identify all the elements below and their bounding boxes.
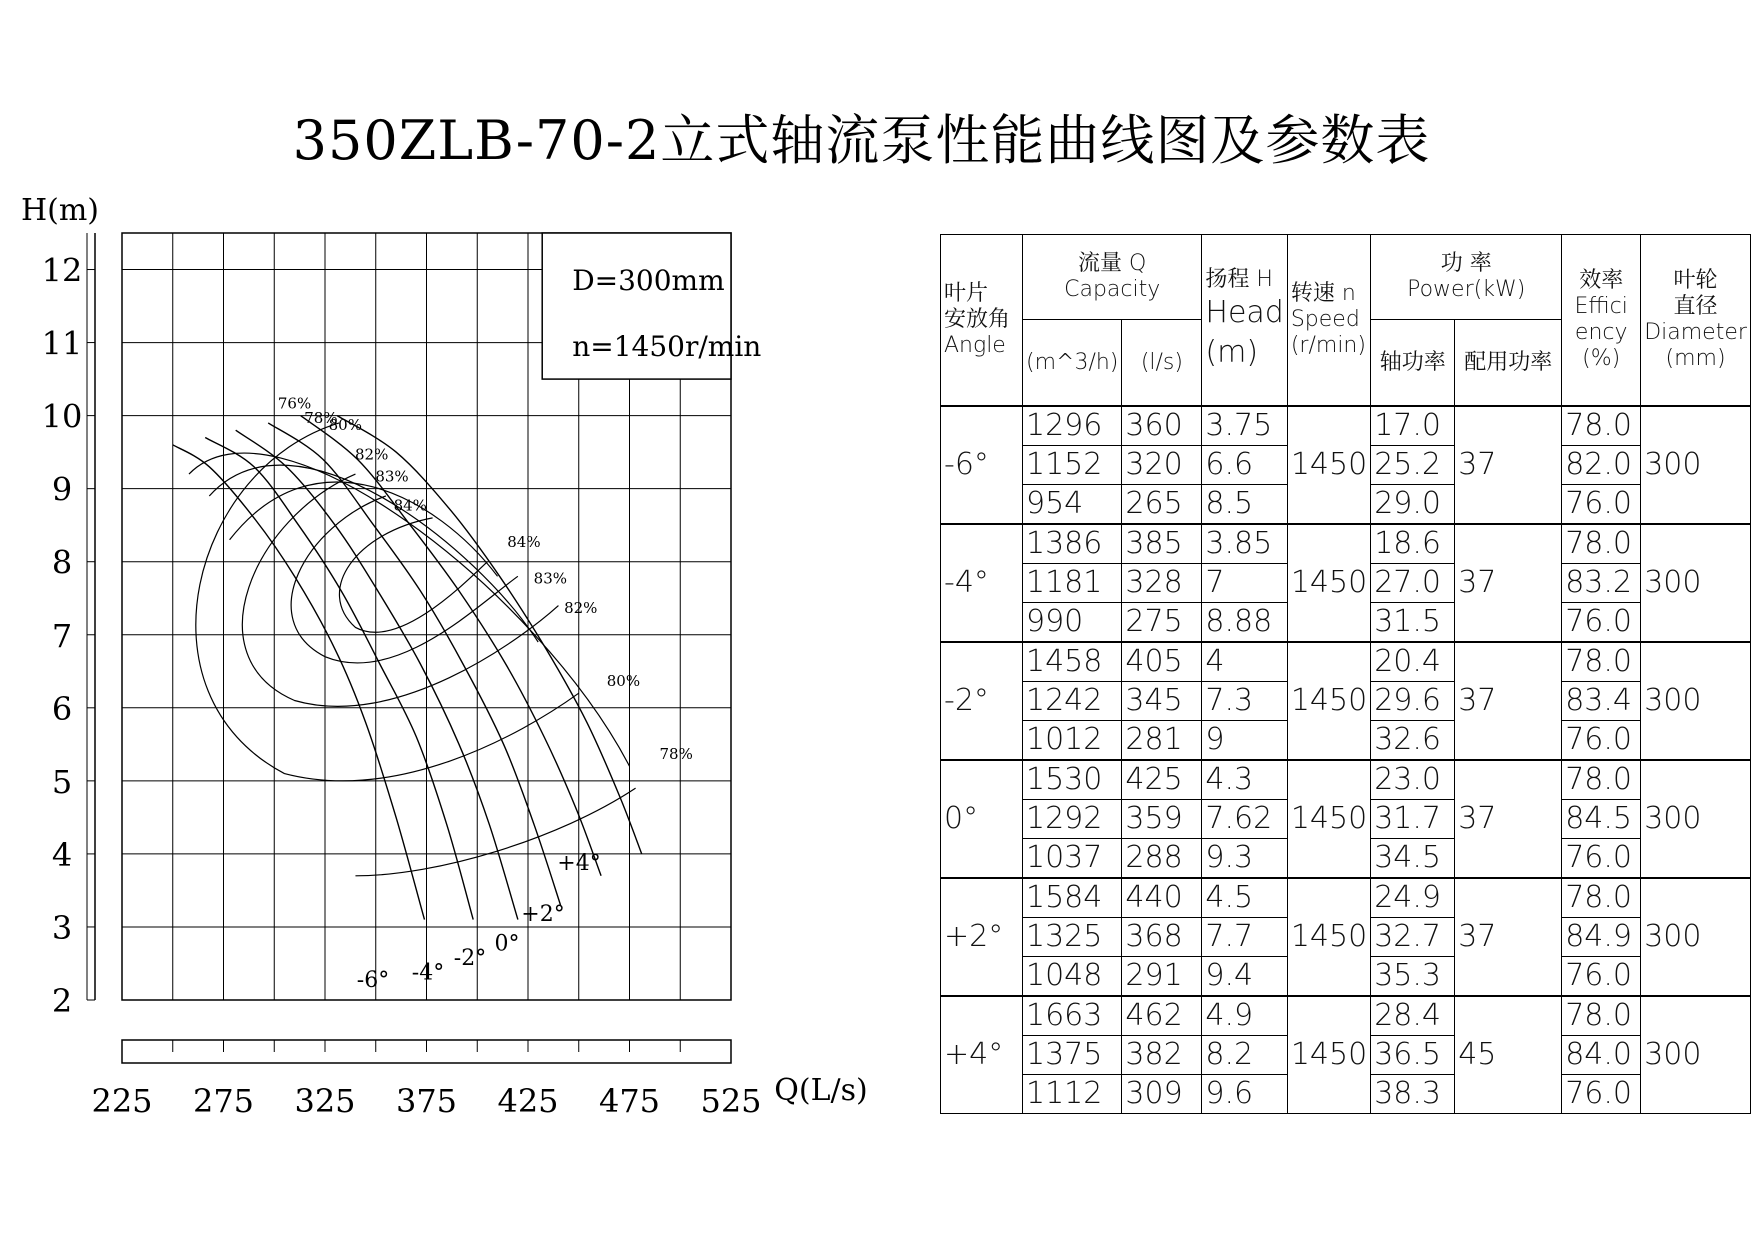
table-row	[941, 760, 1751, 800]
shaft-power-cell: 31.5	[1371, 603, 1455, 643]
speed-cell: 1450	[1287, 996, 1370, 1114]
y-axis-label: H(m)	[20, 193, 100, 228]
efficiency-contour-1	[209, 465, 541, 642]
efficiency-cell: 78.0	[1562, 760, 1641, 800]
head-cell: 7.62	[1202, 800, 1287, 839]
efficiency-cell: 78.0	[1562, 878, 1641, 918]
capacity-m3h-cell: 1296	[1023, 406, 1122, 446]
capacity-ls-cell: 359	[1122, 800, 1202, 839]
capacity-m3h-cell: 1386	[1023, 524, 1122, 564]
table-row	[941, 406, 1751, 446]
header-diameter: 叶轮 直径 Diameter (mm)	[1641, 235, 1751, 407]
capacity-ls-cell: 345	[1122, 682, 1202, 721]
x-tick-label: 325	[294, 1082, 356, 1120]
head-cell: 3.85	[1202, 524, 1287, 564]
efficiency-cell: 78.0	[1562, 406, 1641, 446]
capacity-m3h-cell: 1325	[1023, 918, 1122, 957]
header-cap-m3h: (m^3/h)	[1023, 320, 1122, 406]
capacity-ls-cell: 265	[1122, 485, 1202, 525]
capacity-ls-cell: 368	[1122, 918, 1202, 957]
diameter-cell: 300	[1641, 878, 1751, 996]
head-cell: 3.75	[1202, 406, 1287, 446]
efficiency-label: 82%	[564, 598, 598, 617]
qh-curve-4	[301, 416, 601, 876]
capacity-m3h-cell: 1663	[1023, 996, 1122, 1036]
efficiency-cell: 84.0	[1562, 1036, 1641, 1075]
capacity-m3h-cell: 1375	[1023, 1036, 1122, 1075]
capacity-ls-cell: 462	[1122, 996, 1202, 1036]
shaft-power-cell: 24.9	[1371, 878, 1455, 918]
shaft-power-cell: 17.0	[1371, 406, 1455, 446]
head-cell: 8.88	[1202, 603, 1287, 643]
angle-label: -2°	[453, 946, 487, 972]
head-cell: 9.6	[1202, 1075, 1287, 1114]
shaft-power-cell: 27.0	[1371, 564, 1455, 603]
efficiency-cell: 78.0	[1562, 996, 1641, 1036]
efficiency-label: 84%	[393, 496, 427, 515]
capacity-m3h-cell: 1152	[1023, 446, 1122, 485]
speed-cell: 1450	[1287, 642, 1370, 760]
header-power: 功 率 Power(kW)	[1371, 235, 1562, 320]
head-cell: 4.3	[1202, 760, 1287, 800]
shaft-power-cell: 23.0	[1371, 760, 1455, 800]
speed-cell: 1450	[1287, 878, 1370, 996]
efficiency-label: 78%	[659, 744, 693, 763]
header-shaft-power: 轴功率	[1371, 320, 1455, 406]
shaft-power-cell: 36.5	[1371, 1036, 1455, 1075]
capacity-ls-cell: 382	[1122, 1036, 1202, 1075]
efficiency-cell: 83.4	[1562, 682, 1641, 721]
shaft-power-cell: 34.5	[1371, 839, 1455, 879]
header-motor-power: 配用功率	[1455, 320, 1562, 406]
motor-power-cell: 37	[1455, 406, 1562, 524]
head-cell: 6.6	[1202, 446, 1287, 485]
capacity-ls-cell: 328	[1122, 564, 1202, 603]
capacity-ls-cell: 385	[1122, 524, 1202, 564]
motor-power-cell: 37	[1455, 524, 1562, 642]
capacity-ls-cell: 281	[1122, 721, 1202, 761]
efficiency-label: 83%	[375, 467, 409, 486]
y-tick-label: 8	[51, 543, 73, 582]
efficiency-label: 76%	[277, 394, 312, 413]
capacity-ls-cell: 309	[1122, 1075, 1202, 1114]
efficiency-cell: 78.0	[1562, 642, 1641, 682]
shaft-power-cell: 18.6	[1371, 524, 1455, 564]
angle-label: +2°	[521, 902, 565, 928]
y-tick-label: 4	[51, 835, 73, 874]
parameter-table	[940, 234, 1751, 1114]
capacity-ls-cell: 320	[1122, 446, 1202, 485]
head-cell: 7	[1202, 564, 1287, 603]
y-tick-label: 2	[51, 982, 73, 1020]
shaft-power-cell: 38.3	[1371, 1075, 1455, 1114]
angle-cell: -4°	[941, 524, 1023, 642]
shaft-power-cell: 29.6	[1371, 682, 1455, 721]
y-tick-label: 10	[41, 397, 83, 436]
header-speed: 转速 n Speed (r/min)	[1287, 235, 1370, 407]
efficiency-cell: 76.0	[1562, 1075, 1641, 1114]
table-row	[941, 642, 1751, 682]
y-tick-label: 12	[41, 251, 83, 290]
diameter-cell: 300	[1641, 996, 1751, 1114]
capacity-ls-cell: 405	[1122, 642, 1202, 682]
capacity-ls-cell: 288	[1122, 839, 1202, 879]
efficiency-cell: 76.0	[1562, 603, 1641, 643]
shaft-power-cell: 35.3	[1371, 957, 1455, 997]
angle-cell: -6°	[941, 406, 1023, 524]
efficiency-contour-6	[339, 518, 487, 632]
page-title: 350ZLB-70-2立式轴流泵性能曲线图及参数表	[292, 109, 1431, 172]
y-tick-label: 9	[51, 470, 73, 509]
capacity-ls-cell: 291	[1122, 957, 1202, 997]
capacity-m3h-cell: 1458	[1023, 642, 1122, 682]
angle-label: -6°	[356, 967, 390, 993]
motor-power-cell: 37	[1455, 878, 1562, 996]
efficiency-cell: 76.0	[1562, 485, 1641, 525]
head-cell: 9.4	[1202, 957, 1287, 997]
capacity-m3h-cell: 1584	[1023, 878, 1122, 918]
head-cell: 9	[1202, 721, 1287, 761]
efficiency-label: 78%	[304, 408, 338, 427]
angle-label: +4°	[557, 851, 601, 877]
angle-cell: +2°	[941, 878, 1023, 996]
efficiency-cell: 78.0	[1562, 524, 1641, 564]
header-head: 扬程 H Head (m)	[1202, 235, 1287, 407]
header-capacity: 流量 Q Capacity	[1023, 235, 1202, 320]
shaft-power-cell: 32.6	[1371, 721, 1455, 761]
table-row	[941, 524, 1751, 564]
capacity-ls-cell: 425	[1122, 760, 1202, 800]
shaft-power-cell: 28.4	[1371, 996, 1455, 1036]
qh-curve-1	[205, 438, 473, 920]
speed-cell: 1450	[1287, 760, 1370, 878]
shaft-power-cell: 32.7	[1371, 918, 1455, 957]
x-tick-label: 375	[395, 1082, 458, 1120]
capacity-m3h-cell: 1037	[1023, 839, 1122, 879]
angle-cell: 0°	[941, 760, 1023, 878]
capacity-m3h-cell: 1292	[1023, 800, 1122, 839]
head-cell: 4.5	[1202, 878, 1287, 918]
head-cell: 4.9	[1202, 996, 1287, 1036]
capacity-ls-cell: 275	[1122, 603, 1202, 643]
speed-cell: 1450	[1287, 524, 1370, 642]
motor-power-cell: 37	[1455, 760, 1562, 878]
capacity-m3h-cell: 1181	[1023, 564, 1122, 603]
table-row	[941, 996, 1751, 1036]
diameter-cell: 300	[1641, 760, 1751, 878]
y-tick-label: 11	[41, 324, 83, 363]
capacity-m3h-cell: 1112	[1023, 1075, 1122, 1114]
y-tick-label: 3	[51, 908, 73, 947]
x-tick-label: 525	[700, 1082, 762, 1120]
annotation-diameter: D=300mm	[572, 264, 725, 298]
x-tick-label: 425	[497, 1082, 559, 1120]
capacity-m3h-cell: 990	[1023, 603, 1122, 643]
table-row	[941, 878, 1751, 918]
header-efficiency: 效率 Effici ency (%)	[1562, 235, 1641, 407]
qh-curve-0	[173, 445, 425, 920]
efficiency-label: 83%	[533, 569, 568, 588]
shaft-power-cell: 29.0	[1371, 485, 1455, 525]
x-tick-label: 475	[598, 1082, 661, 1120]
angle-label: 0°	[494, 931, 520, 957]
motor-power-cell: 37	[1455, 642, 1562, 760]
y-tick-label: 6	[51, 689, 73, 728]
efficiency-cell: 83.2	[1562, 564, 1641, 603]
y-tick-label: 5	[51, 762, 73, 801]
head-cell: 7.7	[1202, 918, 1287, 957]
capacity-ls-cell: 440	[1122, 878, 1202, 918]
efficiency-label: 84%	[507, 533, 541, 552]
efficiency-cell: 76.0	[1562, 957, 1641, 997]
efficiency-cell: 76.0	[1562, 721, 1641, 761]
speed-cell: 1450	[1287, 406, 1370, 524]
head-cell: 8.2	[1202, 1036, 1287, 1075]
motor-power-cell: 45	[1455, 996, 1562, 1114]
shaft-power-cell: 25.2	[1371, 446, 1455, 485]
efficiency-label: 80%	[328, 416, 362, 435]
head-cell: 8.5	[1202, 485, 1287, 525]
capacity-m3h-cell: 1242	[1023, 682, 1122, 721]
head-cell: 7.3	[1202, 682, 1287, 721]
diameter-cell: 300	[1641, 642, 1751, 760]
diameter-cell: 300	[1641, 524, 1751, 642]
capacity-m3h-cell: 954	[1023, 485, 1122, 525]
x-tick-label: 225	[91, 1082, 153, 1120]
shaft-power-cell: 20.4	[1371, 642, 1455, 682]
x-axis-label: Q(L/s)	[774, 1073, 868, 1108]
x-tick-label: 275	[192, 1082, 255, 1120]
header-cap-ls: (l/s)	[1122, 320, 1202, 406]
capacity-ls-cell: 360	[1122, 406, 1202, 446]
efficiency-cell: 84.9	[1562, 918, 1641, 957]
efficiency-label: 82%	[355, 445, 389, 464]
efficiency-cell: 84.5	[1562, 800, 1641, 839]
capacity-m3h-cell: 1012	[1023, 721, 1122, 761]
efficiency-label: 80%	[606, 671, 641, 690]
efficiency-cell: 82.0	[1562, 446, 1641, 485]
qh-curve-2	[236, 430, 518, 919]
head-cell: 4	[1202, 642, 1287, 682]
head-cell: 9.3	[1202, 839, 1287, 879]
annotation-speed: n=1450r/min	[572, 329, 762, 363]
capacity-m3h-cell: 1048	[1023, 957, 1122, 997]
shaft-power-cell: 31.7	[1371, 800, 1455, 839]
header-angle: 叶片 安放角 Angle	[941, 235, 1023, 407]
efficiency-cell: 76.0	[1562, 839, 1641, 879]
y-tick-label: 7	[51, 616, 73, 655]
angle-cell: +4°	[941, 996, 1023, 1114]
angle-cell: -2°	[941, 642, 1023, 760]
diameter-cell: 300	[1641, 406, 1751, 524]
angle-label: -4°	[411, 960, 445, 986]
capacity-m3h-cell: 1530	[1023, 760, 1122, 800]
